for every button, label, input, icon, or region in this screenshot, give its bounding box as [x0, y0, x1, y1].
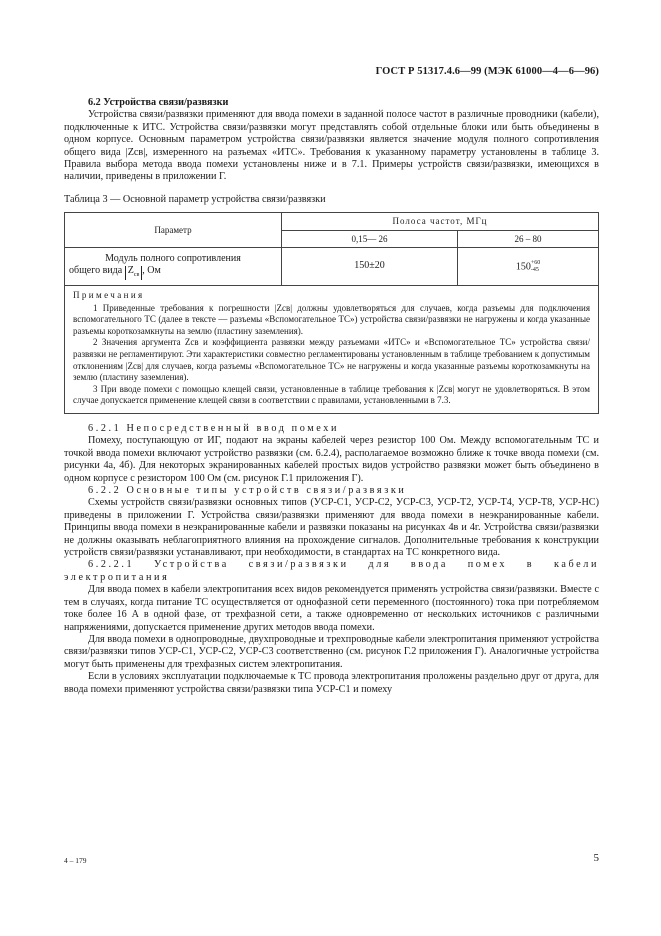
note-2: 2 Значения аргумента Zсв и коэффициента развязки между разъемами «ИТС» и «Вспомогательное ТС» устройства связи/развязки не регламентируют. Эти характеристики совместно регламентированы установленным в таблице требованием к допустимым отклонениям |Zсв| для случаев, когда разъемы «Вспомогательное ТС» не нагружены и когда указанные разъемы короткозамкнуты на землю (пластину заземления). [73, 337, 590, 383]
subsection-6221-p1: Для ввода помех в кабели электропитания всех видов рекомендуется применять устройства связи/развязки. Вместе с тем в случаях, когда питание ТС осуществляется от однофазной сети переменного (постоянного) тока при потребляемом токе более 16 А в одной фазе, от трехфазной сети, а также одновременно от нескольких источников с различными напряжениями, допускается применение других методов ввода помехи. [64, 584, 599, 633]
notes-heading: Примечания [73, 290, 145, 301]
section-title: 6.2 Устройства связи/развязки [88, 97, 229, 108]
subsection-621-text: Помеху, поступающую от ИГ, подают на экраны кабелей через резистор 100 Ом. Между вспомогательным ТС и точкой ввода помехи включают устройство развязки (см. 6.2.4), располагаемое возможно ближе к точке ввода помехи (см. рисунки 4а, 4б). Для некоторых экранированных кабелей простых видов устройство развязки может быть объединено в одном корпусе с резистором 100 Ом (см. рисунок Г.1 приложения Г). [64, 435, 599, 484]
subsection-622-text: Схемы устройств связи/развязки основных типов (УСР-С1, УСР-С2, УСР-С3, УСР-Т2, УСР-Т4, УСР-Т8, УСР-НС) приведены в приложении Г. Устройства связи/развязки применяют для ввода помехи в неэкранированные кабели. Принципы ввода помехи в неэкранированные кабели и развязки показаны на рисунках 4в и 4г. Устройства связи/развязки не должны оказывать неблагоприятного влияния на прохождение сигналов. Дополнительные требования к конструкции устройств связи/развязки устанавливают, при необходимости, в стандартах на ТС конкретного вида. [64, 497, 599, 559]
section-paragraph: Устройства связи/развязки применяют для ввода помехи в заданной полосе частот в различные проводники (кабели), подключенные к ИТС. Устройства связи/развязки могут представлять собой отдельные блоки или быть объединены в одном корпусе. Основным параметром устройства связи/развязки является значение модуля полного сопротивления общего вида |Zсв|, измеренного на разъемах «ИТС». Требования к указанному параметру установлены в таблице 3. Правила выбора метода ввода помехи установлены ниже и в 7.1. Примеры устройств связи/развязки, имеющихся в наличии, приведены в приложении Г. [64, 109, 599, 183]
value-band-2: 150+60 -45 [458, 248, 599, 286]
note-3: 3 При вводе помехи с помощью клещей связи, установленные в таблице требования к |Zсв| могут не удовлетворяться. В этом случае допускается применение клещей связи в соответствии с правилами, установленными в 7.3. [73, 383, 590, 406]
table-notes [64, 286, 599, 414]
sheet-number: 4 – 179 [64, 856, 87, 865]
col-header-parameter: Параметр [65, 213, 282, 248]
parameter-table [64, 212, 599, 286]
subsection-6221-title: 6.2.2.1 Устройства связи/развязки для ввода помех в кабели электропитания [64, 559, 599, 583]
row-label: Модуль полного сопротивления общего вида $Z_{св}$ , Ом [65, 248, 282, 286]
note-1: 1 Приведенные требования к погрешности |Zсв| должны удовлетворяться для случаев, когда разъемы для подключения вспомогательного ТС (далее в тексте — разъемы «Вспомогательное ТС») устройства связи/развязки не нагружены и когда указанные разъемы короткозамкнуты на землю (пластину заземления). [73, 302, 590, 336]
standard-header: ГОСТ Р 51317.4.6—99 (МЭК 61000—4—6—96) [375, 66, 599, 77]
sub-header-2: 26 – 80 [458, 230, 599, 247]
sub-header-1: 0,15— 26 [282, 230, 458, 247]
table-caption: Таблица 3 — Основной параметр устройства связи/развязки [64, 193, 326, 205]
document-body [64, 97, 599, 696]
subsection-6221-p3: Если в условиях эксплуатации подключаемые к ТС провода электропитания проложены раздельно друг от друга, для ввода помехи применяют устройства связи/развязки типа УСР-С1 и помеху [64, 671, 599, 695]
col-header-band: Полоса частот, МГц [282, 213, 599, 230]
value-band-1: 150±20 [282, 248, 458, 286]
subsection-621-title: 6.2.1 Непосредственный ввод помехи [88, 423, 339, 434]
subsection-6221-p2: Для ввода помехи в однопроводные, двухпроводные и трехпроводные кабели электропитания применяют устройства связи/развязки типов УСР-С1, УСР-С2, УСР-С3 соответственно (см. рисунок Г.2 приложения Г). Аналогичные устройства могут быть применены для трехфазных систем электропитания. [64, 633, 599, 670]
page-number: 5 [593, 852, 599, 864]
subsection-622-title: 6.2.2 Основные типы устройств связи/развязки [88, 485, 407, 497]
